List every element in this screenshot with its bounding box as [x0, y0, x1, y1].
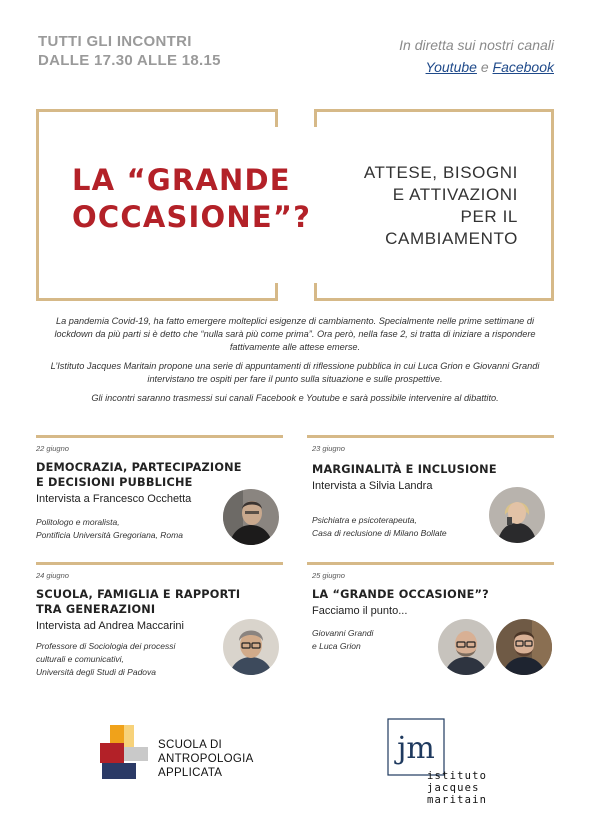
main-title — [72, 162, 352, 236]
intro-paragraph-3: Gli incontri saranno trasmessi sui canali Facebook e Youtube e sarà possibile intervenire al dibattito. — [91, 393, 499, 403]
event-title-line: MARGINALITÀ E INCLUSIONE — [312, 463, 497, 476]
event-description-line: Pontificia Università Gregoriana, Roma — [36, 530, 183, 540]
main-title-line-1: LA “GRANDE — [72, 163, 291, 197]
ijm-logo-line: maritain — [427, 794, 488, 806]
event-interview: Facciamo il punto... — [312, 605, 408, 617]
event-interview: Intervista ad Andrea Maccarini — [36, 620, 184, 632]
subtitle-line-4: CAMBIAMENTO — [385, 229, 518, 248]
event-description-line: e Luca Grion — [312, 641, 361, 651]
event-date: 24 giugno — [36, 571, 69, 580]
event-interview: Intervista a Francesco Occhetta — [36, 493, 192, 505]
event-interview: Intervista a Silvia Landra — [312, 480, 433, 492]
event-description-line: Politologo e moralista, — [36, 517, 120, 527]
ijm-monogram: jm — [397, 731, 435, 766]
event-date: 25 giugno — [312, 571, 345, 580]
subtitle-line-1: ATTESE, BISOGNI — [363, 163, 518, 182]
frame-tick — [314, 283, 317, 301]
event-title-line: E DECISIONI PUBBLICHE — [36, 476, 193, 489]
live-text: In diretta sui nostri canali — [399, 37, 554, 53]
event-title — [312, 462, 552, 477]
speaker-photo-grandi — [438, 619, 494, 675]
event-title — [36, 460, 286, 490]
event-description-line: Giovanni Grandi — [312, 628, 374, 638]
sap-logo-text — [158, 738, 254, 780]
schedule-info — [38, 32, 221, 70]
live-info — [399, 34, 554, 78]
event-description-line: Casa di reclusione di Milano Bollate — [312, 528, 447, 538]
event-title-line: DEMOCRAZIA, PARTECIPAZIONE — [36, 461, 242, 474]
frame-tick — [275, 109, 278, 127]
event-date: 23 giugno — [312, 444, 345, 453]
frame-tick — [275, 283, 278, 301]
event-description-line: Professore di Sociologia dei processi — [36, 641, 176, 651]
intro-paragraph-1: La pandemia Covid-19, ha fatto emergere molteplici esigenze di cambiamento. Specialmente nelle prime settimane di lockdown da più parti si è detto che “nulla sarà più come prima”. Ora però, nella fase 2, si tratta di iniziare a rispondere fattivamente alle attese emerse. — [54, 316, 536, 352]
sap-logo-line: APPLICATA — [158, 767, 223, 779]
event-title — [312, 587, 552, 602]
sap-logo-line: SCUOLA DI — [158, 739, 223, 751]
ijm-logo-line: jacques — [427, 782, 480, 794]
event-divider — [307, 435, 554, 438]
event-title-line: LA “GRANDE OCCASIONE”? — [312, 588, 489, 601]
event-title-line: SCUOLA, FAMIGLIA E RAPPORTI — [36, 588, 241, 601]
subtitle-line-3: PER IL — [460, 207, 518, 226]
event-description-line: Università degli Studi di Padova — [36, 667, 157, 677]
event-title-line: TRA GENERAZIONI — [36, 603, 156, 616]
event-description-line: culturali e comunicativi, — [36, 654, 124, 664]
links-conjunction: e — [476, 59, 493, 75]
ijm-logo-mark — [387, 718, 445, 776]
subtitle-line-2: E ATTIVAZIONI — [392, 185, 518, 204]
event-title — [36, 587, 286, 617]
event-description — [312, 627, 432, 653]
facebook-link[interactable]: Facebook — [492, 59, 554, 75]
speaker-photo-landra — [489, 487, 545, 543]
youtube-link[interactable]: Youtube — [425, 59, 477, 75]
sap-logo-line: ANTROPOLOGIA — [158, 753, 254, 765]
speaker-photo-grion — [496, 619, 552, 675]
event-divider — [36, 562, 283, 565]
event-date: 22 giugno — [36, 444, 69, 453]
schedule-line-2: DALLE 17.30 ALLE 18.15 — [38, 52, 221, 69]
event-divider — [307, 562, 554, 565]
schedule-line-1: TUTTI GLI INCONTRI — [38, 33, 192, 50]
event-description-line: Psichiatra e psicoterapeuta, — [312, 515, 417, 525]
sap-logo-icon — [100, 725, 150, 781]
frame-tick — [314, 109, 317, 127]
main-title-line-2: OCCASIONE”? — [72, 200, 312, 234]
intro-paragraph-2: L’Istituto Jacques Maritain propone una serie di appuntamenti di riflessione pubblica in cui Luca Grion e Giovanni Grandi intervistano tre ospiti per fare il punto sulla situazione e sulle prospettive. — [50, 361, 540, 384]
event-description — [36, 640, 236, 679]
ijm-logo-line: istituto — [427, 770, 488, 782]
intro-text — [50, 315, 540, 411]
subtitle — [356, 162, 518, 250]
speaker-photo-occhetta — [223, 489, 279, 545]
ijm-logo-text — [427, 770, 487, 806]
event-description — [312, 514, 502, 540]
event-description — [36, 516, 236, 542]
speaker-photo-maccarini — [223, 619, 279, 675]
event-divider — [36, 435, 283, 438]
